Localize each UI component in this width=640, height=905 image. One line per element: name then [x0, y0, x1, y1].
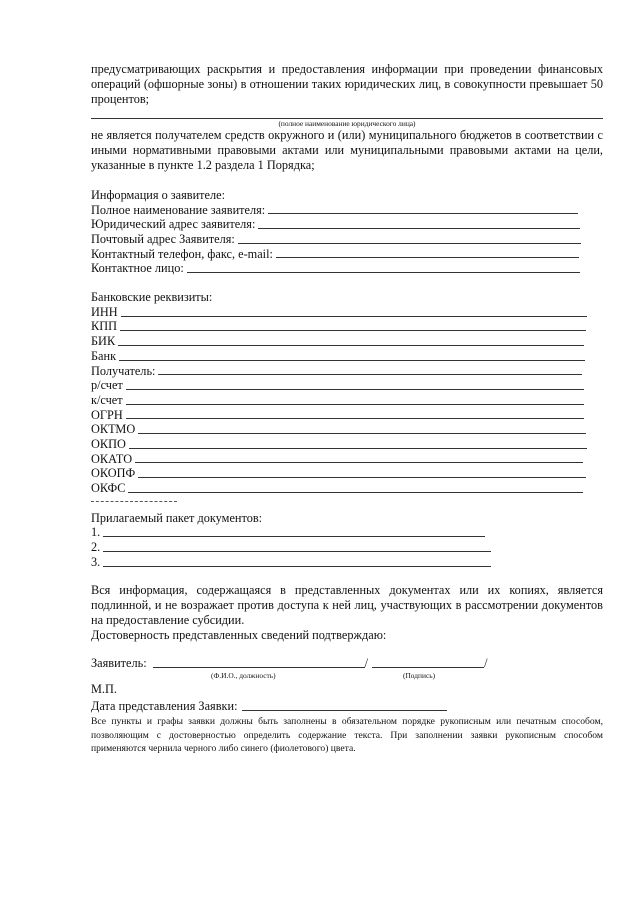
field-contact-phone	[91, 247, 603, 262]
field-label: БИК	[91, 334, 116, 349]
field-correspondent-account	[91, 393, 603, 408]
field-label: Юридический адрес заявителя:	[91, 217, 256, 232]
document-item-3	[91, 555, 603, 570]
sign-caption: (Подпись)	[403, 670, 436, 680]
field-ogrn	[91, 408, 603, 423]
applicant-name-input[interactable]	[153, 667, 365, 668]
applicant-label: Заявитель:	[91, 655, 147, 670]
field-legal-address	[91, 217, 603, 232]
field-okpo	[91, 437, 603, 452]
oktmo-input[interactable]	[138, 433, 586, 434]
entity-name-caption: (полное наименование юридического лица)	[278, 119, 416, 128]
stamp-label: М.П.	[91, 682, 117, 697]
field-postal-address	[91, 232, 603, 247]
field-okato	[91, 452, 603, 467]
confirm-line: Достоверность представленных сведений подтверждаю:	[91, 627, 387, 642]
field-label: ОКПО	[91, 436, 126, 451]
recipient-input[interactable]	[158, 374, 582, 375]
date-label: Дата представления Заявки:	[91, 699, 238, 714]
field-label: Банк	[91, 348, 117, 363]
field-label: р/счет	[91, 378, 123, 393]
date-input[interactable]	[242, 710, 447, 711]
field-label: ОКТМО	[91, 422, 136, 437]
bank-input[interactable]	[119, 360, 585, 361]
field-label: ОКФС	[91, 481, 126, 496]
field-settlement-account	[91, 378, 603, 393]
field-label: ОКОПФ	[91, 466, 136, 481]
signature-captions	[91, 671, 603, 681]
filling-notes: Все пункты и графы заявки должны быть заполнены в обязательном порядке рукописным или печатным способом, позволяющим с достоверностью определить содержание текста. При заполнении заявки рукописным способом применяются чернила черного либо синего (фиолетового) цвета.	[91, 716, 603, 754]
field-recipient	[91, 364, 603, 379]
field-label: Контактный телефон, факс, e-mail:	[91, 246, 273, 261]
application-form-page	[91, 62, 603, 755]
name-caption: (Ф.И.О., должность)	[211, 670, 276, 680]
documents-heading: Прилагаемый пакет документов:	[91, 510, 263, 525]
okpo-input[interactable]	[129, 448, 587, 449]
field-kpp	[91, 320, 603, 335]
field-full-name	[91, 203, 603, 218]
field-contact-person	[91, 261, 603, 276]
document-1-input[interactable]	[103, 536, 485, 537]
field-label: к/счет	[91, 392, 123, 407]
field-okfs	[91, 481, 603, 496]
field-label: ОКАТО	[91, 451, 133, 466]
contact-person-input[interactable]	[187, 272, 580, 273]
slash-separator: /	[484, 655, 488, 670]
ogrn-input[interactable]	[126, 418, 584, 419]
slash-separator: /	[364, 655, 369, 670]
truth-paragraph: Вся информация, содержащаяся в представленных документах или их копиях, является подлинной, и не возражает против доступа к ней лиц, участвующих в рассмотрении документов на предоставление субсидии.	[91, 582, 603, 627]
field-label: КПП	[91, 319, 117, 334]
document-3-input[interactable]	[103, 566, 491, 567]
okfs-input[interactable]	[128, 492, 583, 493]
field-label: ИНН	[91, 304, 118, 319]
field-label: Почтовый адрес Заявителя:	[91, 232, 235, 247]
inn-input[interactable]	[121, 316, 587, 317]
okopf-input[interactable]	[138, 477, 586, 478]
signature-row	[91, 656, 603, 671]
field-label: ОГРН	[91, 407, 123, 422]
intro-paragraph: предусматривающих раскрытия и предоставления информации при проведении финансовых операций (офшорные зоны) в отношении таких юридических лиц, в совокупности превышает 50 процентов;	[91, 62, 603, 106]
document-number: 1.	[91, 525, 101, 540]
field-label: Получатель:	[91, 363, 156, 378]
document-number: 2.	[91, 540, 101, 555]
field-okopf	[91, 466, 603, 481]
full-name-input[interactable]	[268, 213, 578, 214]
field-inn	[91, 305, 603, 320]
field-bank	[91, 349, 603, 364]
signature-input[interactable]	[372, 667, 484, 668]
legal-address-input[interactable]	[258, 228, 580, 229]
applicant-info-heading: Информация о заявителе:	[91, 187, 226, 202]
document-item-1	[91, 525, 603, 540]
contact-phone-input[interactable]	[276, 257, 579, 258]
okato-input[interactable]	[135, 462, 583, 463]
date-row	[91, 699, 603, 714]
correspondent-account-input[interactable]	[126, 404, 584, 405]
document-number: 3.	[91, 554, 101, 569]
document-item-2	[91, 540, 603, 555]
bik-input[interactable]	[118, 345, 584, 346]
postal-address-input[interactable]	[238, 243, 581, 244]
field-oktmo	[91, 422, 603, 437]
bank-details-heading: Банковские реквизиты:	[91, 290, 213, 305]
document-2-input[interactable]	[103, 551, 491, 552]
kpp-input[interactable]	[120, 330, 586, 331]
budget-paragraph: не является получателем средств окружного и (или) муниципального бюджетов в соответствии с иными нормативными правовыми актами или муниципальными правовыми актами на цели, указанные в пункте 1.2 раздела 1 Порядка;	[91, 128, 603, 172]
field-label: Контактное лицо:	[91, 261, 184, 276]
field-bik	[91, 334, 603, 349]
field-label: Полное наименование заявителя:	[91, 202, 266, 217]
settlement-account-input[interactable]	[126, 389, 584, 390]
